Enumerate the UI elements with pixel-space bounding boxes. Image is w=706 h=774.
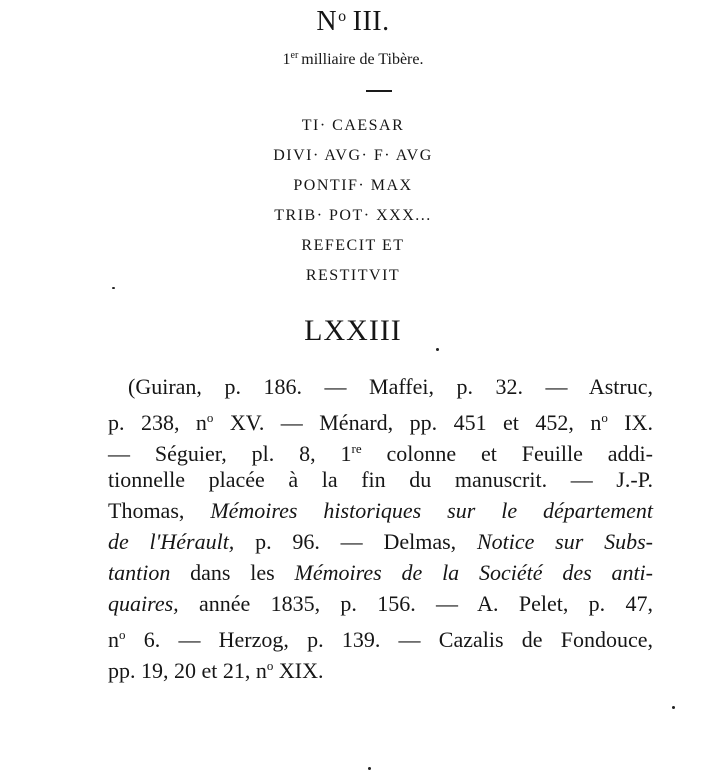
print-speck xyxy=(436,348,439,351)
reference-text: p. 96. — Delmas, xyxy=(234,529,477,554)
reference-title: Notice sur Subs- xyxy=(476,529,653,554)
reference-superscript: o xyxy=(601,410,608,425)
reference-text: p. 238, n xyxy=(108,410,207,435)
inscription-line: RESTITVIT xyxy=(305,267,401,284)
reference-line xyxy=(108,371,653,402)
reference-text: XV. — Ménard, pp. 451 et 452, n xyxy=(213,410,602,435)
subtitle-ordinal: 1 xyxy=(282,51,291,68)
reference-text: XIX. xyxy=(273,658,324,683)
reference-text: n xyxy=(108,627,119,652)
reference-text: Thomas, xyxy=(108,498,211,523)
reference-superscript: o xyxy=(119,627,126,642)
reference-text: année 1835, p. 156. — A. Pelet, p. 47, xyxy=(178,591,653,616)
reference-text: (Guiran, p. 186. — Maffei, p. 32. — Astruc, xyxy=(128,374,653,399)
reference-text: pp. 19, 20 et 21, n xyxy=(108,658,267,683)
number-sup: o xyxy=(338,8,347,25)
print-speck xyxy=(368,767,371,770)
catalogue-number: LXXIII xyxy=(304,314,402,347)
inscription-line: TI· CAESAR xyxy=(301,117,405,134)
inscription-line: DIVI· AVG· F· AVG xyxy=(273,147,433,164)
inscription-text xyxy=(0,111,706,291)
reference-title: Mémoires historiques sur le département xyxy=(210,498,653,523)
reference-text: dans les xyxy=(170,560,295,585)
reference-text: tionnelle placée à la fin du manuscrit. — J.-P. xyxy=(108,467,653,492)
reference-line xyxy=(108,619,653,650)
print-speck xyxy=(112,287,115,289)
number-value: III. xyxy=(352,6,390,37)
bibliography-references xyxy=(108,371,653,681)
inscription-subtitle xyxy=(0,50,706,69)
reference-title: quaires, xyxy=(108,591,179,616)
print-speck xyxy=(672,706,675,709)
reference-line xyxy=(108,557,653,588)
reference-title: tantion xyxy=(108,560,171,585)
inscription-line: TRIB· POT· XXX... xyxy=(274,207,432,224)
reference-line xyxy=(108,526,653,557)
reference-title: Mémoires de la Société des anti- xyxy=(294,560,653,585)
heading-rule xyxy=(366,90,392,92)
number-prefix: N xyxy=(316,6,338,37)
subtitle-ordinal-sup: er xyxy=(290,50,299,61)
reference-text: — Séguier, pl. 8, 1 xyxy=(108,441,352,466)
reference-text: IX. xyxy=(607,410,654,435)
reference-line xyxy=(108,402,653,433)
reference-line xyxy=(108,650,653,681)
reference-line xyxy=(108,495,653,526)
inscription-line: REFECIT ET xyxy=(301,237,405,254)
reference-text: 6. — Herzog, p. 139. — Cazalis de Fondouce, xyxy=(125,627,653,652)
reference-text: colonne et Feuille addi- xyxy=(361,441,653,466)
reference-superscript: re xyxy=(351,441,362,456)
inscription-number xyxy=(0,6,706,38)
reference-line xyxy=(108,588,653,619)
reference-line xyxy=(108,464,653,495)
reference-superscript: o xyxy=(206,410,214,425)
reference-line xyxy=(108,433,653,464)
reference-superscript: o xyxy=(266,658,274,673)
subtitle-text: milliaire de Tibère. xyxy=(301,51,424,68)
inscription-line: PONTIF· MAX xyxy=(293,177,413,194)
reference-title: de l'Hérault, xyxy=(108,529,235,554)
